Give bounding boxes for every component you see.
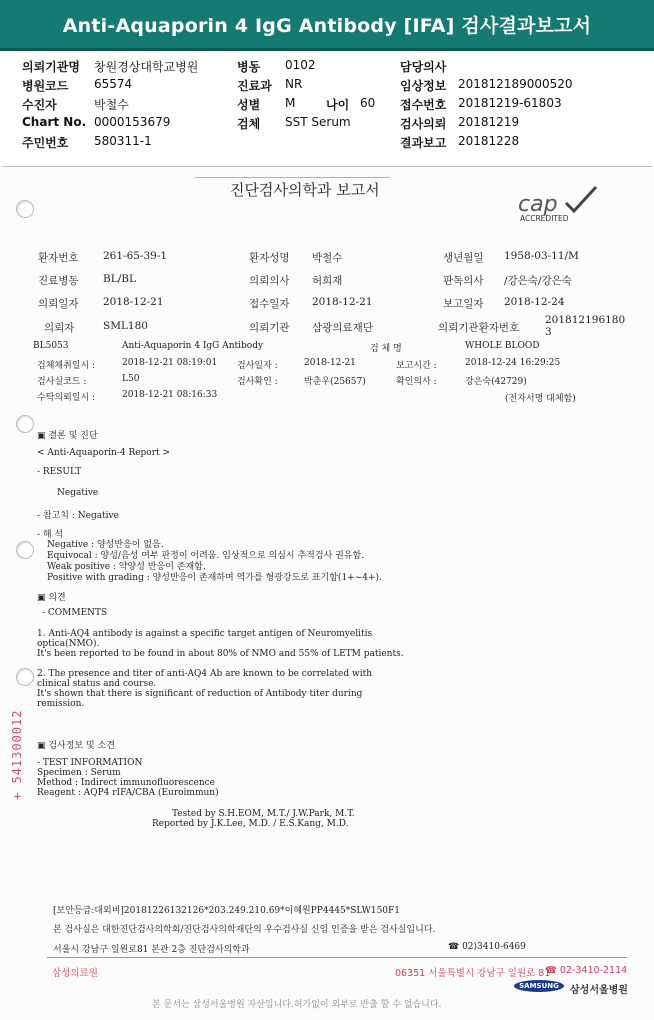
clinical-info-label: 임상정보 (400, 79, 447, 93)
report-title: 진단검사의학과 보고서 (230, 181, 380, 199)
receipt-no-value: 20181219-61803 (458, 96, 562, 110)
comments-label: - COMMENTS (42, 608, 108, 618)
receipt-no-label: 접수번호 (400, 98, 447, 112)
result-value: Negative (57, 488, 99, 498)
punch-hole (16, 668, 34, 686)
result-label: - RESULT (37, 467, 82, 477)
interpretation-line: Weak positive : 약양성 반응이 존재함. (47, 562, 206, 572)
sex-value: M (285, 96, 296, 110)
comment-line: It's been reported to be found in about 80% of NMO and 55% of LETM patients. (37, 649, 404, 659)
footer-divider (47, 957, 627, 958)
interpretation-line: Equivocal : 양성/음성 여부 판정이 어려움. 임상적으로 의심시 추적검사 권유함. (47, 551, 365, 561)
comment-line: 1. Anti-AQ4 antibody is against a specific target antigen of Neuromyelitis (37, 629, 373, 639)
org-patient-no-value-2: 3 (545, 326, 552, 338)
test-date-value: 2018-12-21 (304, 358, 356, 368)
certification-note: 본 검사실은 대한진단검사의학회/진단검사의학재단의 우수검사실 신임 인증을 받은 검사실입니다. (53, 925, 436, 935)
report-name: < Anti-Aquaporin-4 Report > (37, 448, 171, 458)
punch-hole (16, 200, 34, 218)
interpretation-line: Positive with grading : 양성반응이 존재하며 역가를 형광강도로 표기함(1+~4+). (47, 573, 382, 583)
samsung-logo-text: SAMSUNG (519, 982, 559, 990)
ward-label: 병동 (237, 60, 261, 74)
comment-line: remission. (37, 699, 85, 709)
age-value: 60 (360, 96, 376, 110)
ward-value-2: BL/BL (103, 273, 136, 285)
test-confirm-value: 박춘우(25657) (304, 377, 366, 387)
collection-time-value: 2018-12-21 08:19:01 (122, 358, 218, 368)
test-confirm-label: 검사확인 : (237, 377, 278, 387)
resident-no-value: 580311-1 (94, 134, 152, 148)
opinion-heading: ▣ 의견 (37, 593, 66, 603)
test-info-line: Reagent : AQP4 rIFA/CBA (Euroimmun) (37, 788, 219, 798)
cap-accredited-logo (516, 185, 600, 225)
comment-line: clinical status and course. (37, 679, 157, 689)
sex-label: 성별 (237, 98, 261, 112)
report-time-value: 2018-12-24 16:29:25 (465, 358, 561, 368)
ordering-doctor-value: 허희재 (312, 275, 343, 287)
specimen-label: 검체 (237, 117, 261, 131)
medical-center-name: 삼성의료원 (52, 968, 98, 979)
header-divider (2, 166, 652, 167)
test-name: Anti-Aquaporin 4 IgG Antibody (122, 341, 264, 351)
chart-no-label: Chart No. (22, 115, 87, 129)
resident-no-label: 주민번호 (22, 136, 69, 150)
birth-value: 1958-03-11/M (504, 250, 579, 262)
samsung-logo (514, 980, 564, 992)
test-info-line: Specimen : Serum (37, 768, 121, 778)
cap-sub-text: ACCREDITED (520, 214, 569, 223)
org-patient-no-label: 의뢰기관환자번호 (438, 322, 520, 334)
report-banner (0, 0, 654, 51)
clinical-info-value: 201812189000520 (458, 77, 573, 91)
patient-name-label: 환자성명 (249, 252, 290, 264)
consign-time-value: 2018-12-21 08:16:33 (122, 390, 218, 400)
e-signature-note: (전자서명 대체함) (505, 394, 576, 404)
side-serial-number: + 541300012 (10, 709, 24, 800)
comment-line: 2. The presence and titer of anti-AQ4 Ab are known to be correlated with (37, 669, 372, 679)
reading-doctor-label: 판독의사 (443, 275, 484, 287)
reference-value: - 참고치 : Negative (37, 511, 119, 521)
hospital-address: 06351 서울특별시 강남구 일원로 81 (395, 968, 551, 979)
title-top-line (195, 177, 390, 178)
report-date-value-2: 2018-12-24 (504, 296, 565, 308)
receipt-date-value: 2018-12-21 (312, 296, 373, 308)
lab-code-label: 검사실코드 : (37, 377, 87, 387)
patient-name-value: 박철수 (312, 252, 343, 264)
test-info-line: Method : Indirect immunofluorescence (37, 778, 215, 788)
confirm-doctor-label: 확인의사 : (396, 377, 437, 387)
org-patient-no-value: 201812196180 (545, 314, 626, 326)
ownership-notice: 본 문서는 삼성서울병원 자산입니다.허가없이 외부로 반출 할 수 없습니다. (152, 1000, 442, 1010)
request-date-value: 20181219 (458, 115, 520, 129)
order-date-label: 의뢰일자 (38, 298, 79, 310)
institution-value: 창원경상대학교병원 (94, 60, 199, 74)
report-date-label: 결과보고 (400, 136, 447, 150)
interpretation-label: - 해 석 (37, 530, 64, 540)
hospital-name: 삼성서울병원 (570, 985, 628, 996)
punch-hole (16, 541, 34, 559)
patient-no-label: 환자번호 (38, 252, 79, 264)
lab-address: 서울시 강남구 일원로81 본관 2층 진단검사의학과 (53, 945, 250, 955)
test-code: BL5053 (33, 341, 69, 351)
ordering-doctor-label: 의뢰의사 (249, 275, 290, 287)
ward-label-2: 진료병동 (38, 275, 79, 287)
comment-line: optica(NMO). (37, 639, 100, 649)
hospital-code-value: 65574 (94, 77, 133, 91)
report-date-value: 20181228 (458, 134, 520, 148)
collection-time-label: 검체채취일시 : (37, 361, 96, 371)
hospital-phone: ☎ 02-3410-2114 (545, 965, 628, 976)
conclusion-heading: ▣ 결론 및 진단 (37, 431, 98, 441)
reported-by: Reported by J.K.Lee, M.D. / E.S.Kang, M.D. (152, 819, 349, 829)
specimen-name-label: 검 체 명 (370, 344, 402, 354)
specimen-name-value: WHOLE BLOOD (465, 341, 540, 351)
lab-phone: ☎ 02)3410-6469 (448, 942, 526, 952)
cap-logo-text: cap (518, 192, 558, 217)
consign-time-label: 수탁의뢰일시 : (37, 393, 96, 403)
ward-value: 0102 (285, 58, 316, 72)
request-date-label: 검사의뢰 (400, 117, 447, 131)
doctor-label: 담당의사 (400, 60, 447, 74)
tested-by: Tested by S.H.EOM, M.T./ J.W.Park, M.T. (172, 809, 355, 819)
hospital-code-label: 병원코드 (22, 79, 69, 93)
confirm-doctor-value: 강은숙(42729) (465, 377, 527, 387)
institution-label: 의뢰기관명 (22, 60, 80, 74)
department-label: 진료과 (237, 79, 272, 93)
interpretation-line: Negative : 양성반응이 없음. (47, 540, 164, 550)
reading-doctor-value: /강은숙/강은숙 (504, 275, 572, 287)
requesting-org-label: 의뢰기관 (249, 322, 290, 334)
security-line: [보안등급:대외비]20181226132126*203.249.210.69*이혜원PP4445*SLW150F1 (53, 906, 401, 916)
requester-value: SML180 (103, 320, 148, 332)
birth-label: 생년월일 (443, 252, 484, 264)
receipt-date-label: 접수일자 (249, 298, 290, 310)
banner-title: Anti-Aquaporin 4 IgG Antibody [IFA] 검사결과보고서 (62, 14, 592, 37)
requester-label: 의뢰자 (44, 322, 75, 334)
report-date-label-2: 보고일자 (443, 298, 484, 310)
age-label: 나이 (326, 98, 350, 112)
requesting-org-value: 삼광의료재단 (312, 322, 373, 334)
punch-hole (16, 415, 34, 433)
patient-value: 박철수 (94, 98, 129, 112)
comment-line: It's shown that there is significant of reduction of Antibody titer during (37, 689, 363, 699)
patient-label: 수진자 (22, 98, 57, 112)
lab-code-value: L50 (122, 374, 140, 384)
department-value: NR (285, 77, 303, 91)
test-info-line: - TEST INFORMATION (37, 758, 143, 768)
specimen-value: SST Serum (285, 115, 351, 129)
chart-no-value: 0000153679 (94, 115, 171, 129)
order-date-value: 2018-12-21 (103, 296, 164, 308)
patient-no-value: 261-65-39-1 (103, 250, 168, 262)
test-date-label: 검사일자 : (237, 361, 278, 371)
report-time-label: 보고시간 : (396, 361, 437, 371)
test-info-heading: ▣ 검사정보 및 소견 (37, 741, 115, 751)
